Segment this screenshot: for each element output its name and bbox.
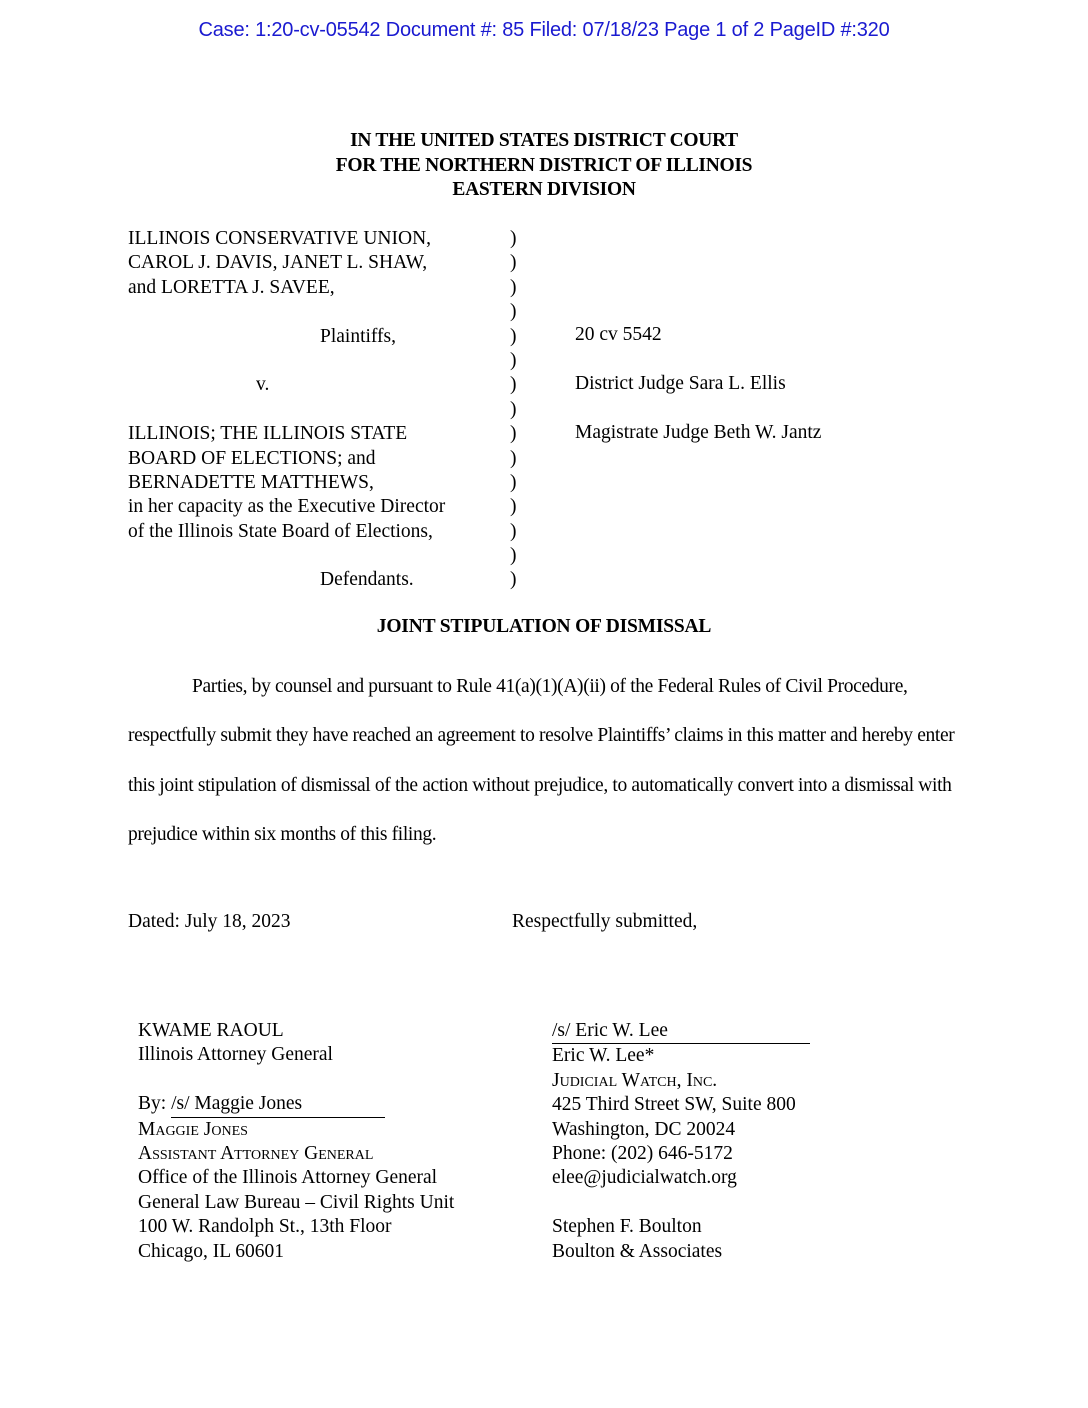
plaintiff-name: ILLINOIS CONSERVATIVE UNION, bbox=[128, 228, 432, 249]
court-heading-line: FOR THE NORTHERN DISTRICT OF ILLINOIS bbox=[335, 154, 753, 176]
respectfully-submitted: Respectfully submitted, bbox=[512, 911, 698, 932]
signer-name: Maggie Jones bbox=[138, 1118, 248, 1140]
magistrate-judge: Magistrate Judge Beth W. Jantz bbox=[575, 422, 822, 443]
signature-block-plaintiffs bbox=[552, 1019, 810, 1264]
counsel-name: Eric W. Lee* bbox=[552, 1045, 655, 1067]
address-line: 425 Third Street SW, Suite 800 bbox=[552, 1094, 796, 1116]
case-caption bbox=[128, 227, 517, 593]
signature-block-defendants bbox=[138, 1019, 454, 1264]
caption-paren: ) bbox=[510, 398, 517, 420]
defendants-label: Defendants. bbox=[320, 569, 414, 591]
firm-name: Judicial Watch, Inc. bbox=[552, 1069, 718, 1091]
office: Office of the Illinois Attorney General bbox=[138, 1167, 438, 1189]
dated-line: Dated: July 18, 2023 bbox=[128, 911, 291, 932]
plaintiff-name: and LORETTA J. SAVEE, bbox=[128, 276, 335, 298]
defendant-name: BERNADETTE MATTHEWS, bbox=[128, 471, 374, 493]
cocounsel-name: Stephen F. Boulton bbox=[552, 1216, 702, 1238]
caption-paren: ) bbox=[510, 228, 517, 249]
case-number: 20 cv 5542 bbox=[575, 324, 662, 345]
by-label: By: bbox=[138, 1093, 172, 1115]
caption-paren: ) bbox=[510, 545, 517, 567]
court-heading-line: IN THE UNITED STATES DISTRICT COURT bbox=[350, 130, 738, 151]
signature-line bbox=[552, 1019, 810, 1044]
caption-paren: ) bbox=[510, 276, 517, 298]
court-heading-line: EASTERN DIVISION bbox=[452, 179, 636, 200]
caption-paren: ) bbox=[510, 569, 517, 591]
defendant-name: of the Illinois State Board of Elections, bbox=[128, 520, 433, 542]
plaintiffs-label: Plaintiffs, bbox=[320, 325, 397, 347]
caption-paren: ) bbox=[510, 374, 517, 396]
defendant-name: in her capacity as the Executive Director bbox=[128, 496, 446, 518]
electronic-signature: /s/ Maggie Jones bbox=[171, 1093, 303, 1115]
caption-paren: ) bbox=[510, 423, 517, 445]
caption-paren: ) bbox=[510, 496, 517, 518]
caption-paren: ) bbox=[510, 301, 517, 323]
electronic-signature: /s/ Eric W. Lee bbox=[552, 1020, 668, 1041]
ecf-header-stamp: Case: 1:20-cv-05542 Document #: 85 Filed: 07/18/23 Page 1 of 2 PageID #:320 bbox=[198, 19, 890, 41]
caption-paren: ) bbox=[510, 471, 517, 493]
plaintiff-name: CAROL J. DAVIS, JANET L. SHAW, bbox=[128, 252, 428, 274]
caption-paren: ) bbox=[510, 325, 517, 347]
bureau: General Law Bureau – Civil Rights Unit bbox=[138, 1191, 455, 1213]
attorney-general-title: Illinois Attorney General bbox=[138, 1044, 333, 1066]
attorney-general-name: KWAME RAOUL bbox=[138, 1020, 284, 1041]
versus-label: v. bbox=[256, 374, 270, 396]
cocounsel-firm: Boulton & Associates bbox=[552, 1240, 723, 1262]
phone: Phone: (202) 646-5172 bbox=[552, 1143, 733, 1165]
address-line: Washington, DC 20024 bbox=[552, 1118, 736, 1140]
signature-line bbox=[138, 1092, 454, 1117]
document-title: JOINT STIPULATION OF DISMISSAL bbox=[376, 616, 712, 637]
body-paragraph: Parties, by counsel and pursuant to Rule 41(a)(1)(A)(ii) of the Federal Rules of Civil Procedure, respectfully submit they have reached an agreement to resolve Plaintiffs’ claims in this matter and hereby enter this joint stipulation of dismissal of the action without prejudice, to automatically convert into a dismissal with prejudice within six months of this filing. bbox=[128, 676, 955, 845]
signer-title: Assistant Attorney General bbox=[138, 1143, 374, 1165]
defendant-name: BOARD OF ELECTIONS; and bbox=[128, 447, 376, 469]
caption-paren: ) bbox=[510, 447, 517, 469]
court-heading bbox=[0, 129, 1088, 203]
district-judge: District Judge Sara L. Ellis bbox=[575, 373, 786, 394]
caption-paren: ) bbox=[510, 520, 517, 542]
defendant-name: ILLINOIS; THE ILLINOIS STATE bbox=[128, 423, 408, 445]
caption-paren: ) bbox=[510, 252, 517, 274]
address-line: Chicago, IL 60601 bbox=[138, 1240, 285, 1262]
email: elee@judicialwatch.org bbox=[552, 1167, 737, 1189]
caption-paren: ) bbox=[510, 349, 517, 371]
address-line: 100 W. Randolph St., 13th Floor bbox=[138, 1216, 392, 1238]
